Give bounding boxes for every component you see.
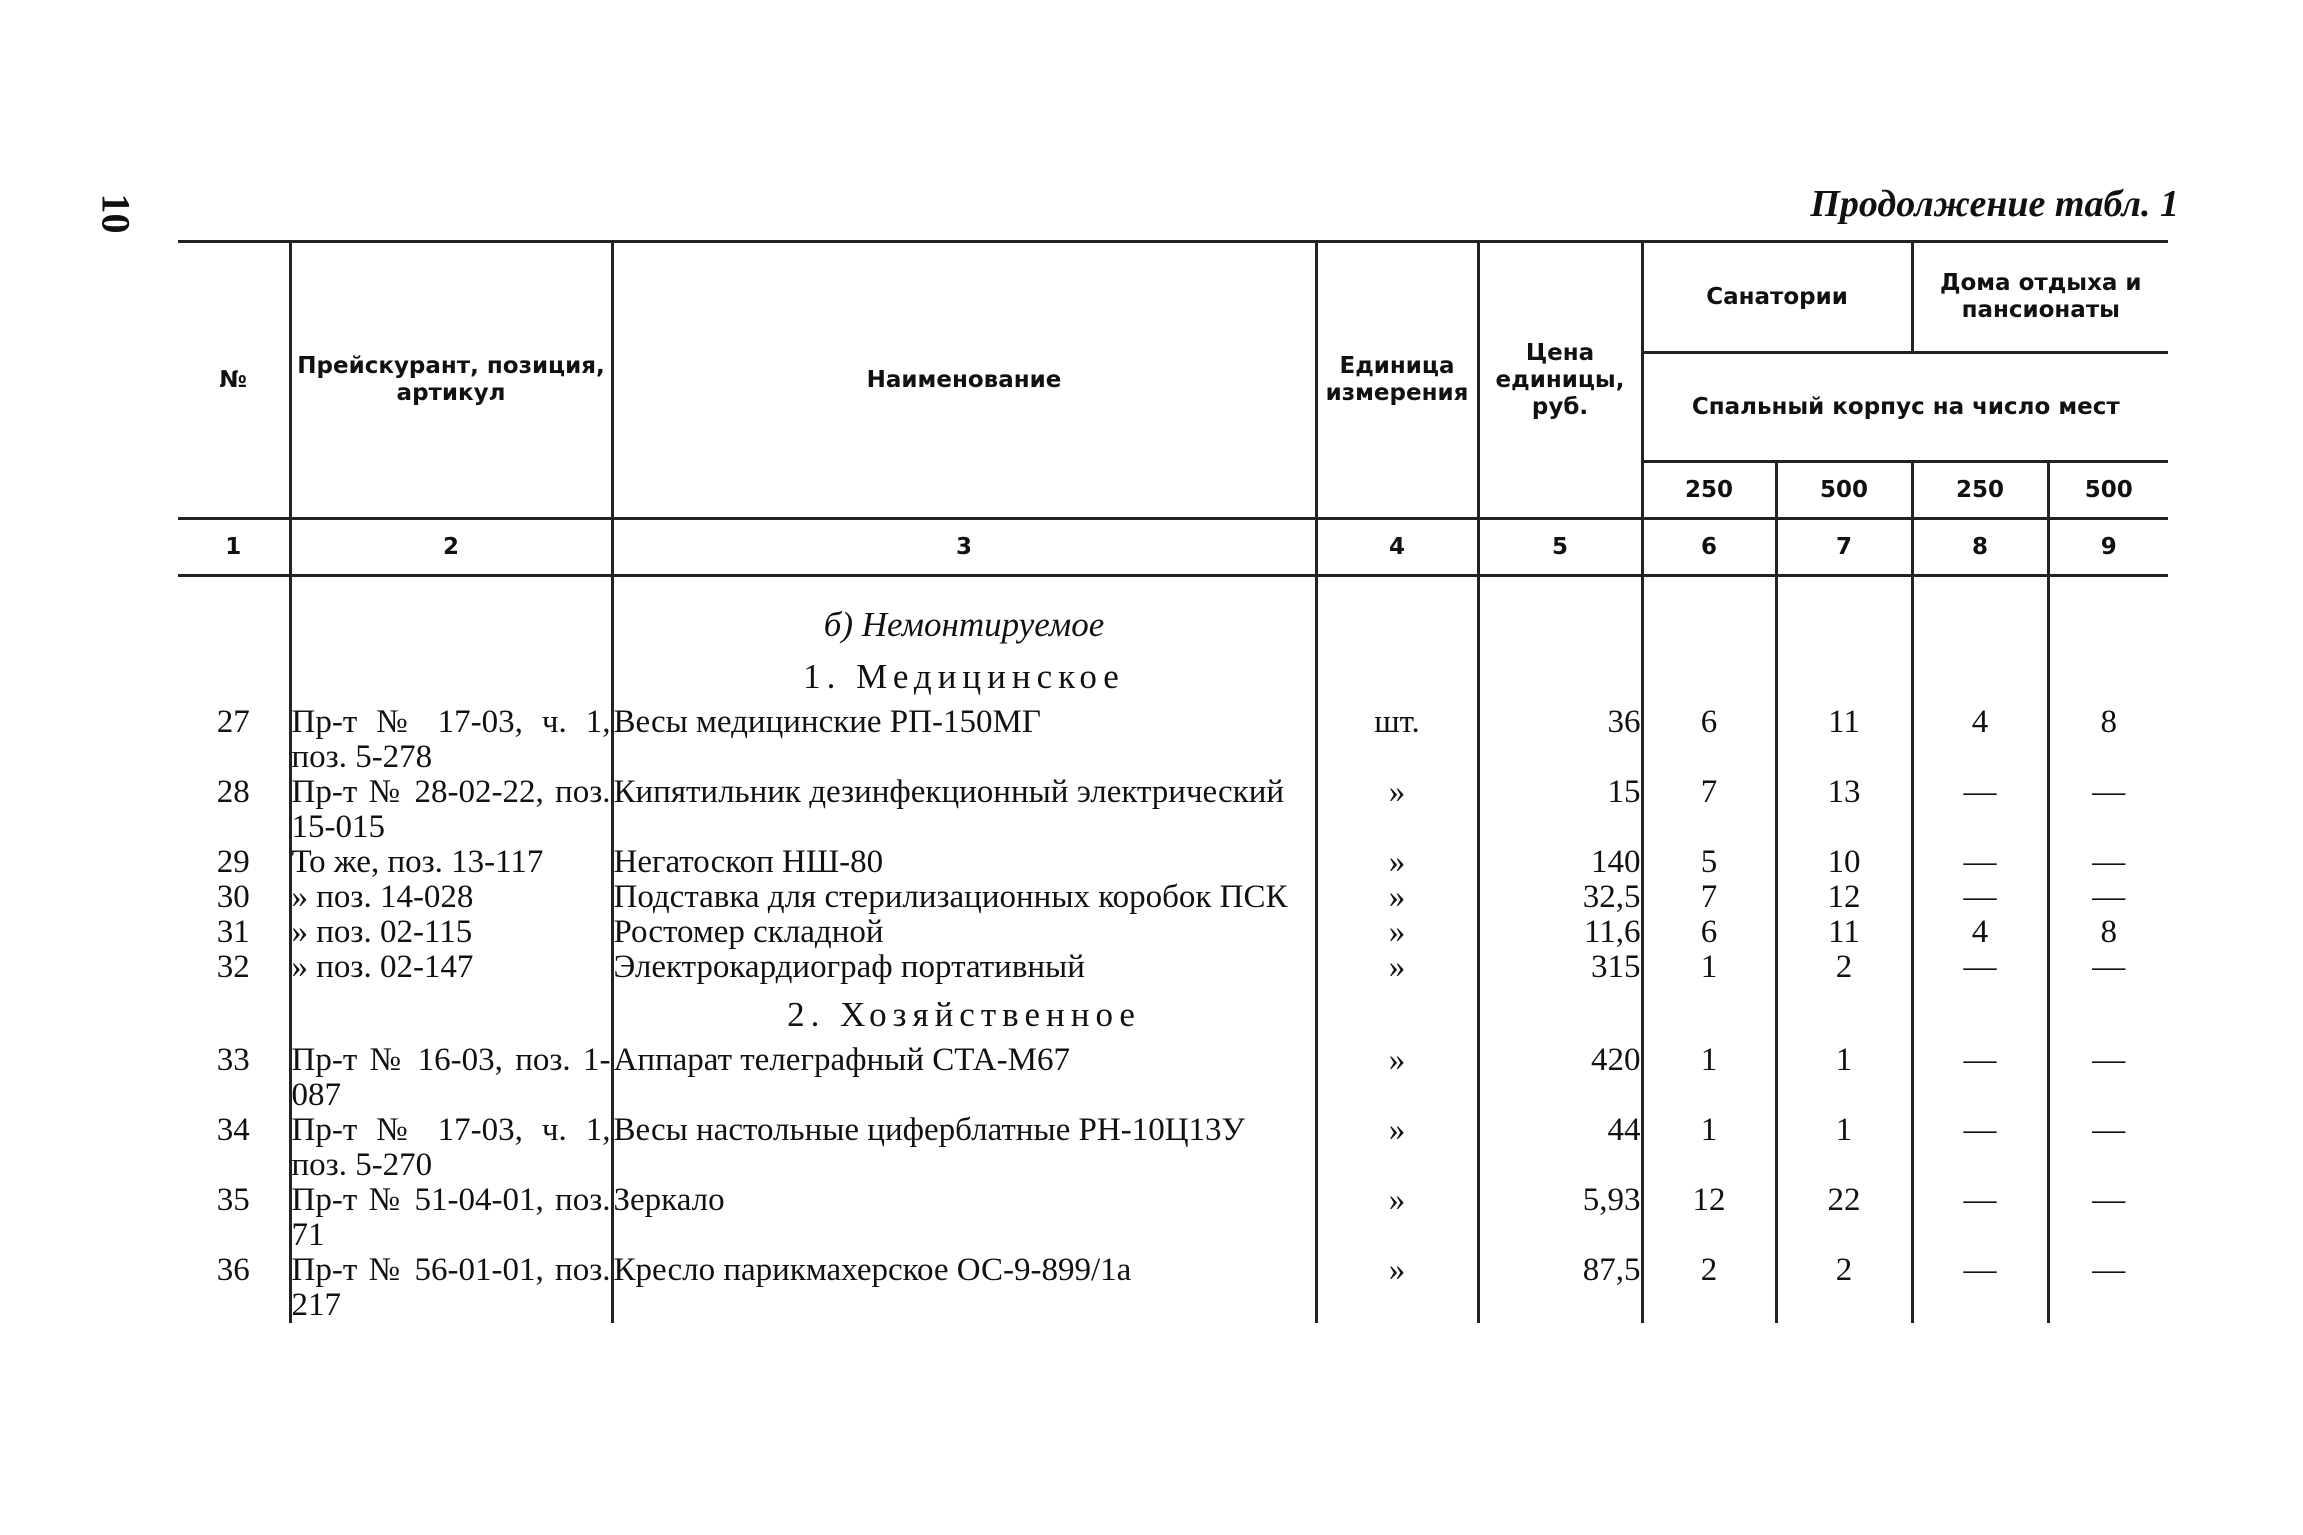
row-name: Зеркало — [612, 1183, 1316, 1253]
row-doma-500: 8 — [2048, 705, 2168, 775]
row-doma-500: — — [2048, 1043, 2168, 1113]
header-capacity-1: 250 — [1642, 462, 1776, 519]
table-row — [178, 845, 2168, 880]
group-title: 2. Хозяйственное — [612, 985, 1316, 1043]
column-number-7: 7 — [1776, 519, 1912, 576]
row-name: Кресло парикмахерское ОС-9-899/1а — [612, 1253, 1316, 1323]
table-header — [178, 242, 2168, 576]
row-price: 36 — [1478, 705, 1642, 775]
row-unit: » — [1316, 1113, 1478, 1183]
row-doma-250: — — [1912, 880, 2048, 915]
table-row — [178, 1113, 2168, 1183]
row-unit: » — [1316, 950, 1478, 985]
column-number-9: 9 — [2048, 519, 2168, 576]
row-sanatorii-250: 5 — [1642, 845, 1776, 880]
row-doma-250: — — [1912, 775, 2048, 845]
row-name: Весы настольные циферблатные РН-10Ц13У — [612, 1113, 1316, 1183]
row-price-list: Пр-т № 17-03, ч. 1, поз. 5-278 — [291, 704, 611, 775]
row-price: 420 — [1478, 1043, 1642, 1113]
row-sanatorii-250: 1 — [1642, 1113, 1776, 1183]
row-doma-500: — — [2048, 880, 2168, 915]
row-number: 35 — [178, 1183, 290, 1253]
row-sanatorii-250: 7 — [1642, 775, 1776, 845]
row-number: 31 — [178, 915, 290, 950]
row-name: Аппарат телеграфный СТА-М67 — [612, 1043, 1316, 1113]
header-name: Наименование — [612, 242, 1316, 519]
row-number: 34 — [178, 1113, 290, 1183]
row-name: Электрокардиограф портативный — [612, 950, 1316, 985]
header-group-doma-otdykha: Дома отдыха и пансионаты — [1912, 242, 2168, 353]
row-price: 11,6 — [1478, 915, 1642, 950]
row-unit: » — [1316, 775, 1478, 845]
equipment-table — [178, 240, 2168, 1323]
row-price: 15 — [1478, 775, 1642, 845]
row-price-list: » поз. 14-028 — [290, 880, 612, 915]
row-doma-250: — — [1912, 1043, 2048, 1113]
row-sanatorii-250: 7 — [1642, 880, 1776, 915]
row-doma-500: — — [2048, 1253, 2168, 1323]
row-doma-250: — — [1912, 950, 2048, 985]
header-unit: Единица измерения — [1316, 242, 1478, 519]
row-sanatorii-250: 1 — [1642, 950, 1776, 985]
row-number: 27 — [178, 705, 290, 775]
table-row — [178, 775, 2168, 845]
row-name: Негатоскоп НШ-80 — [612, 845, 1316, 880]
row-doma-500: 8 — [2048, 915, 2168, 950]
row-price-list: Пр-т № 17-03, ч. 1, поз. 5-270 — [291, 1112, 611, 1183]
row-price-list: Пр-т № 16-03, поз. 1-087 — [291, 1042, 611, 1113]
row-name: Подставка для стерилизационных коробок ПСК — [612, 880, 1316, 915]
row-price: 32,5 — [1478, 880, 1642, 915]
section-title: б) Немонтируемое — [612, 607, 1316, 659]
page-number: 10 — [93, 193, 139, 234]
header-price-list: Прейскурант, позиция, артикул — [290, 242, 612, 519]
row-price-list: Пр-т № 28-02-22, поз. 15-015 — [291, 774, 611, 845]
header-capacity-2: 500 — [1776, 462, 1912, 519]
header-subgroup-capacity: Спальный корпус на число мест — [1642, 353, 2168, 462]
row-sanatorii-250: 2 — [1642, 1253, 1776, 1323]
table-row — [178, 1183, 2168, 1253]
header-capacity-4: 500 — [2048, 462, 2168, 519]
row-sanatorii-500: 2 — [1776, 1253, 1912, 1323]
row-unit: » — [1316, 845, 1478, 880]
row-unit: » — [1316, 1043, 1478, 1113]
column-number-5: 5 — [1478, 519, 1642, 576]
row-price-list: То же, поз. 13-117 — [290, 845, 612, 880]
header-no: № — [178, 242, 290, 519]
row-doma-250: — — [1912, 1183, 2048, 1253]
row-number: 33 — [178, 1043, 290, 1113]
row-name: Кипятильник дезинфекционный электрический — [612, 775, 1316, 845]
row-name: Весы медицинские РП-150МГ — [612, 705, 1316, 775]
table-continuation-caption: Продолжение табл. 1 — [1810, 183, 2179, 225]
table-row — [178, 950, 2168, 985]
row-price-list: » поз. 02-147 — [290, 950, 612, 985]
row-sanatorii-250: 12 — [1642, 1183, 1776, 1253]
row-doma-250: — — [1912, 1253, 2048, 1323]
table-row — [178, 705, 2168, 775]
row-sanatorii-500: 2 — [1776, 950, 1912, 985]
row-price-list: Пр-т № 56-01-01, поз. 217 — [291, 1252, 611, 1323]
header-price: Цена единицы, руб. — [1478, 242, 1642, 519]
header-group-sanatorii: Санатории — [1642, 242, 1912, 353]
column-number-2: 2 — [290, 519, 612, 576]
row-number: 28 — [178, 775, 290, 845]
row-doma-500: — — [2048, 775, 2168, 845]
table-body — [178, 576, 2168, 1324]
table-row — [178, 1253, 2168, 1323]
row-sanatorii-500: 11 — [1776, 915, 1912, 950]
group-title: 1. Медицинское — [612, 659, 1316, 705]
row-sanatorii-500: 12 — [1776, 880, 1912, 915]
header-capacity-3: 250 — [1912, 462, 2048, 519]
row-price-list: Пр-т № 51-04-01, поз. 71 — [291, 1182, 611, 1253]
column-number-1: 1 — [178, 519, 290, 576]
row-price: 44 — [1478, 1113, 1642, 1183]
row-number: 32 — [178, 950, 290, 985]
table-row — [178, 1043, 2168, 1113]
column-number-3: 3 — [612, 519, 1316, 576]
row-sanatorii-250: 1 — [1642, 1043, 1776, 1113]
row-sanatorii-250: 6 — [1642, 705, 1776, 775]
row-doma-500: — — [2048, 1183, 2168, 1253]
row-number: 29 — [178, 845, 290, 880]
row-name: Ростомер складной — [612, 915, 1316, 950]
row-number: 36 — [178, 1253, 290, 1323]
row-number: 30 — [178, 880, 290, 915]
row-sanatorii-500: 22 — [1776, 1183, 1912, 1253]
row-sanatorii-500: 11 — [1776, 705, 1912, 775]
row-unit: » — [1316, 915, 1478, 950]
row-doma-500: — — [2048, 1113, 2168, 1183]
row-sanatorii-250: 6 — [1642, 915, 1776, 950]
row-sanatorii-500: 1 — [1776, 1113, 1912, 1183]
row-doma-500: — — [2048, 950, 2168, 985]
row-sanatorii-500: 13 — [1776, 775, 1912, 845]
table-row — [178, 880, 2168, 915]
column-number-4: 4 — [1316, 519, 1478, 576]
row-price-list: » поз. 02-115 — [290, 915, 612, 950]
column-number-8: 8 — [1912, 519, 2048, 576]
row-doma-250: 4 — [1912, 705, 2048, 775]
row-doma-250: — — [1912, 845, 2048, 880]
row-price: 87,5 — [1478, 1253, 1642, 1323]
row-price: 140 — [1478, 845, 1642, 880]
table-row — [178, 915, 2168, 950]
row-price: 315 — [1478, 950, 1642, 985]
row-unit: » — [1316, 1253, 1478, 1323]
row-price: 5,93 — [1478, 1183, 1642, 1253]
row-sanatorii-500: 1 — [1776, 1043, 1912, 1113]
row-unit: » — [1316, 880, 1478, 915]
row-doma-250: — — [1912, 1113, 2048, 1183]
row-doma-500: — — [2048, 845, 2168, 880]
row-sanatorii-500: 10 — [1776, 845, 1912, 880]
row-unit: шт. — [1316, 705, 1478, 775]
row-doma-250: 4 — [1912, 915, 2048, 950]
row-unit: » — [1316, 1183, 1478, 1253]
column-number-6: 6 — [1642, 519, 1776, 576]
